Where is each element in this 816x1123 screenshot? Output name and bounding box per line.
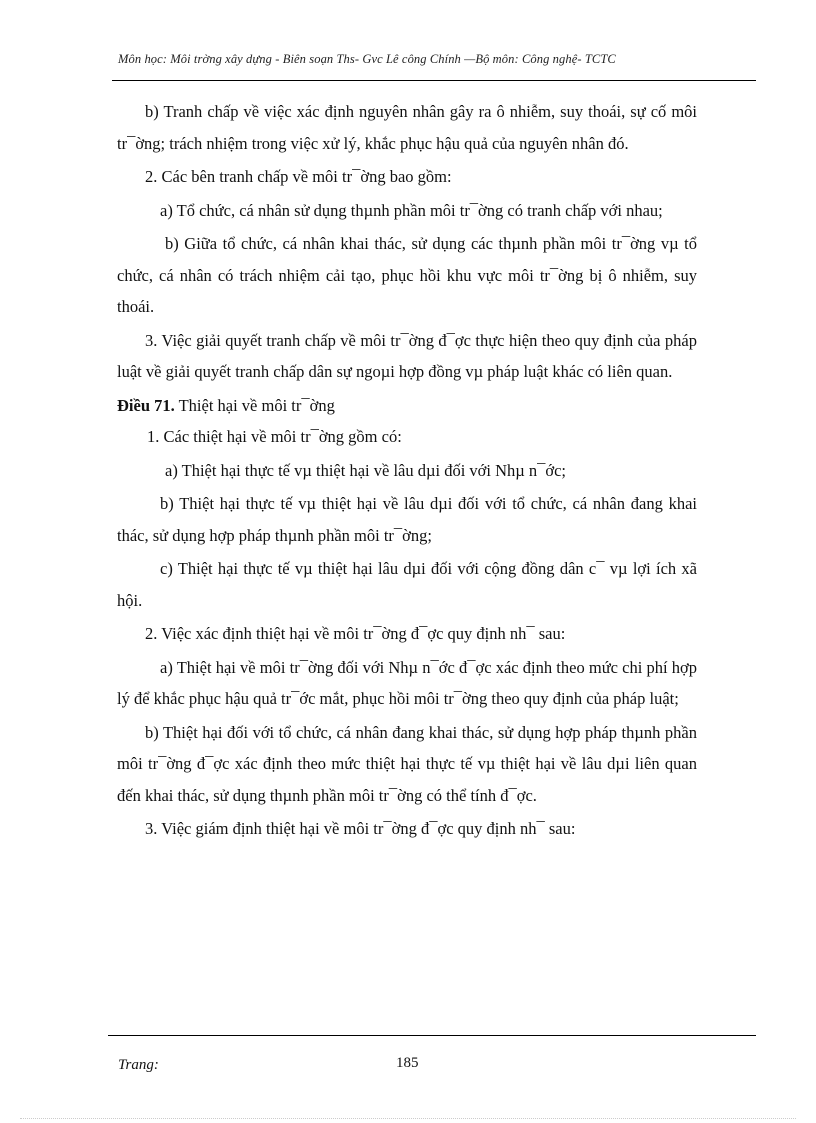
article-number: Điều 71. bbox=[117, 395, 175, 415]
header-divider bbox=[112, 80, 756, 81]
footer-divider bbox=[108, 1035, 756, 1036]
paragraph: b) Thiệt hại thực tế vµ thiệt hại về lâu dµi đối với tổ chức, cá nhân đang khai thác, sử dụng hợp pháp thµnh phần môi tr¯ờng; bbox=[117, 494, 697, 545]
page-number: 185 bbox=[396, 1055, 419, 1071]
article-heading bbox=[117, 390, 697, 422]
bottom-border bbox=[20, 1118, 796, 1119]
paragraph: b) Giữa tổ chức, cá nhân khai thác, sử dụng các thµnh phần môi tr¯ờng vµ tổ chức, cá nhân có trách nhiệm cải tạo, phục hồi khu vực môi tr¯ờng bị ô nhiễm, suy thoái. bbox=[117, 234, 697, 316]
paragraph: b) Thiệt hại đối với tổ chức, cá nhân đang khai thác, sử dụng hợp pháp thµnh phần môi tr¯ờng đ¯ợc xác định theo mức thiệt hại thực tế vµ thiệt hại về lâu dµi liên quan đến khai thác, sử dụng thµnh phần môi tr¯ờng có thể tính đ¯ợc. bbox=[117, 722, 697, 805]
paragraph: b) Tranh chấp về việc xác định nguyên nhân gây ra ô nhiễm, suy thoái, sự cố môi tr¯ờng; trách nhiệm trong việc xử lý, khắc phục hậu quả của nguyên nhân đó. bbox=[117, 102, 697, 153]
paragraph: a) Thiệt hại về môi tr¯ờng đối với Nhµ n¯ớc đ¯ợc xác định theo mức chi phí hợp lý để khắc phục hậu quả tr¯ớc mắt, phục hồi môi tr¯ờng theo quy định của pháp luật; bbox=[117, 657, 697, 708]
page-header: Môn học: Môi trờng xây dựng - Biên soạn Ths- Gvc Lê công Chính —Bộ môn: Công nghệ- TCTC bbox=[118, 52, 616, 66]
paragraph: 2. Việc xác định thiệt hại về môi tr¯ờng đ¯ợc quy định nh¯ sau: bbox=[145, 624, 566, 643]
paragraph: 2. Các bên tranh chấp về môi tr¯ờng bao gồm: bbox=[145, 167, 452, 186]
document-body bbox=[117, 96, 697, 847]
article-title: Thiệt hại về môi tr¯ờng bbox=[174, 395, 335, 415]
paragraph: a) Thiệt hại thực tế vµ thiệt hại về lâu dµi đối với Nhµ n¯ớc; bbox=[165, 460, 567, 480]
paragraph: c) Thiệt hại thực tế vµ thiệt hại lâu dµi đối với cộng đồng dân c¯ vµ lợi ích xã hội. bbox=[117, 559, 697, 610]
paragraph: 1. Các thiệt hại về môi tr¯ờng gồm có: bbox=[147, 427, 402, 446]
paragraph: 3. Việc giải quyết tranh chấp về môi tr¯ờng đ¯ợc thực hiện theo quy định của pháp luật về giải quyết tranh chấp dân sự ngoµi hợp đồng vµ pháp luật khác có liên quan. bbox=[117, 330, 697, 381]
paragraph: 3. Việc giám định thiệt hại về môi tr¯ờng đ¯ợc quy định nh¯ sau: bbox=[145, 819, 576, 838]
footer-page-label: Trang: bbox=[118, 1057, 159, 1073]
paragraph: a) Tổ chức, cá nhân sử dụng thµnh phần môi tr¯ờng có tranh chấp với nhau; bbox=[160, 200, 663, 220]
